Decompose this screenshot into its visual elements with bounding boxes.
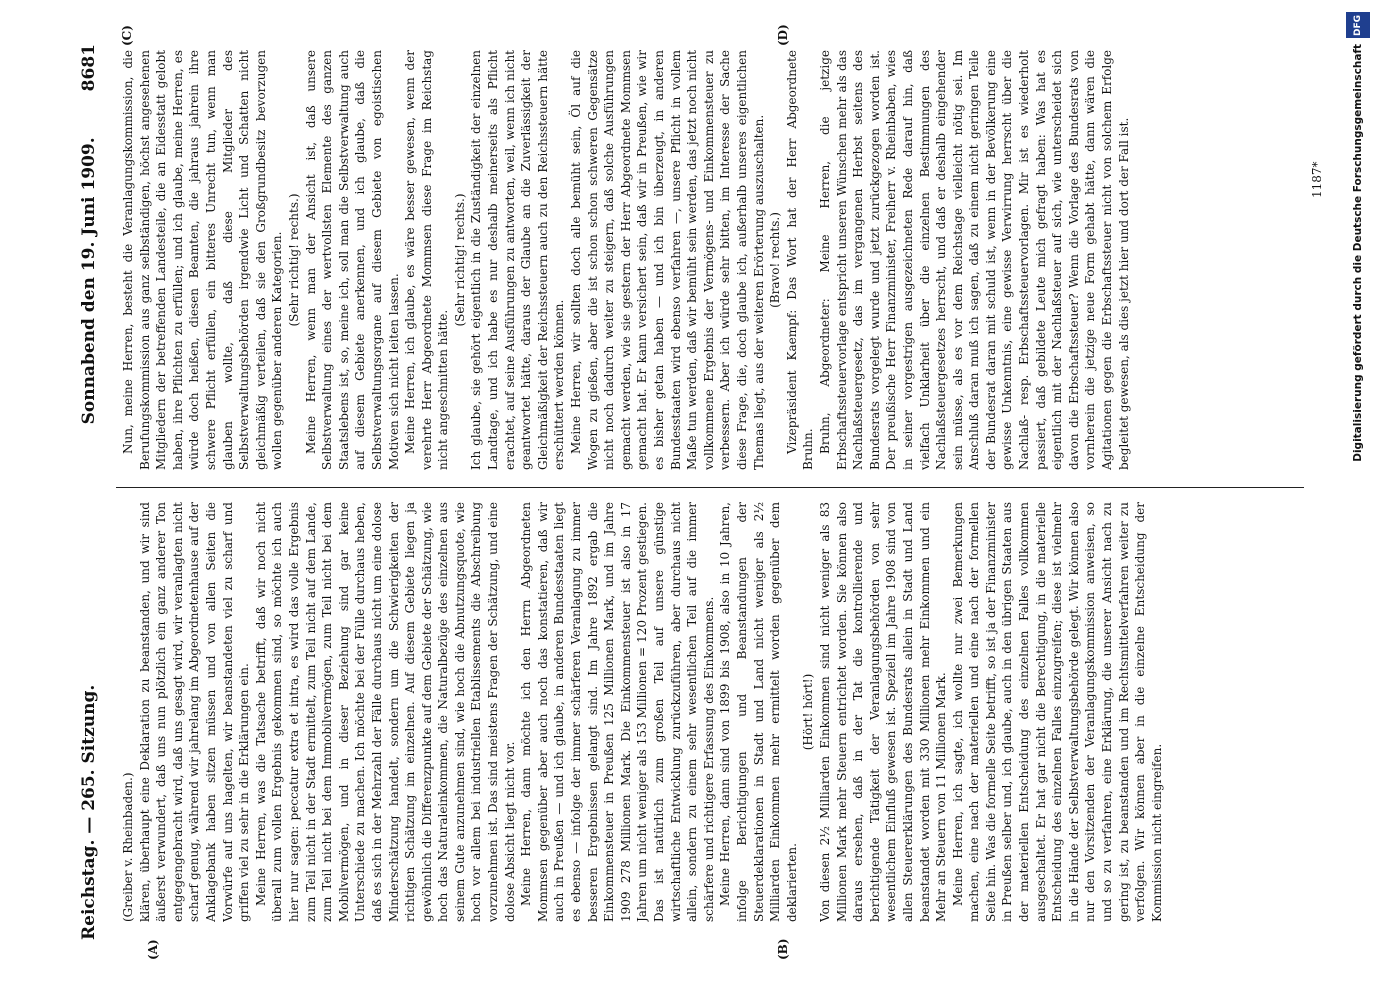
margin-marker-c: (C): [120, 25, 134, 46]
paragraph: klären, überhaupt eine Deklaration zu beanstanden, und wir sind äußerst verwundert, daß uns nun plötzlich ein ganz anderer Ton entgegengebracht wird, daß uns gesagt wird, wir veranlagten nicht scharf genug, während wir jahrelang im Abgeordnetenhause auf der Anklagebank haben sitzen müssen und von allen Seiten die Vorwürfe auf uns hagelten, wir beanstandeten viel zu scharf und griffen viel zu sehr in die Erklärungen ein.: [137, 502, 252, 922]
interjection: (Sehr richtig! rechts.): [452, 193, 467, 327]
rotated-page: [56, 24, 1326, 970]
interjection: (Bravo! rechts.): [768, 212, 783, 308]
digitization-sidebar: [1340, 8, 1376, 992]
paragraph: Meine Herren, ich glaube, es wäre besser gewesen, wenn der verehrte Herr Abgeordnete Mommsen diese Frage im Reichstag nicht angeschnitten hätte.: [403, 50, 451, 470]
paragraph: Meine Herren, dann sind von 1899 bis 1908, also in 10 Jahren, infolge Berichtigungen und Beanstandungen der Steuerdeklarationen in Stadt und Land nicht weniger als 2½ Milliarden Einkommen mehr ermittelt worden gegenüber dem deklarierten.: [718, 502, 799, 922]
paragraph: Meine Herren, wir sollten doch alle bemüht sein, Öl auf die Wogen zu gießen, aber die ist schon schon schweren Gegensätze nicht noch dadurch weiter zu steigern, daß solche Ausführungen gemacht werden, wie sie gestern der Herr Abgeordnete Mommsen gemacht hat. Er kann versichert sein, daß wir in Preußen, wie wir es bisher getan haben — und ich bin überzeugt, in anderen Bundesstaaten wird ebenso verfahren —, unsere Pflicht in vollem Maße tun werden, daß wir bemüht sein werden, das jetzt noch nicht vollkommene Ergebnis der Vermögens- und Einkommensteuer zu verbessern. Aber ich würde sehr bitten, im Interesse der Sache diese Frage, die, doch glaube ich, außerhalb unseres eigentlichen Themas liegt, aus der weiteren Erörterung auszuschalten.: [569, 50, 766, 470]
paragraph: Ich glaube, sie gehört eigentlich in die Zuständigkeit der einzelnen Landtage, und ich habe es nur deshalb meinerseits als Pflicht erachtet, auf seine Ausführungen zu antworten, weil, wenn ich nicht geantwortet hätte, daraus der Glaube an die Zuverlässigkeit der Gleichmäßigkeit der Reichssteuern auch zu den Reichssteuern hätte erschüttert werden können.: [469, 50, 567, 470]
paragraph: Bruhn, Abgeordneter: Meine Herren, die jetzige Erbschaftssteuervorlage entspricht unseren Wünschen mehr als das Nachlaßsteuergesetz, das im vergangenen Herbst seitens des Bundesrats vorgelegt wurde und jetzt zurückgezogen worden ist. Der preußische Herr Finanzminister, Freiherr v. Rheinbaben, wies in seiner vorgestrigen ausgezeichneten Rede darauf hin, daß vielfach Unklarheit über die einzelnen Bestimmungen des Nachlaßsteuergesetzes herrscht, und daß er deshalb eingehender sein müsse, als es vor dem Reichstage vielleicht nötig sei. Im Anschluß daran muß ich sagen, daß zu einem nicht geringen Teile der Bundesrat daran mit schuld ist, wenn in der Bevölkerung eine gewisse Unkenntnis, eine gewisse Verwirrung herrscht über die Nachlaß- resp. Erbschaftssteuervorlagen. Mir ist es wiederholt passiert, daß gebildete Leute mich gefragt haben: Was hat es eigentlich mit der Nachlaßsteuer auf sich, wie unterscheidet sich davon die Erbschaftssteuer? Wenn die Vorlage des Bundesrats von vornherein die jetzige neue Form gehabt hätte, dann wären die Agitationen gegen die Erbschaftssteuer nicht von solchem Erfolge begleitet gewesen, als dies jetzt hier und dort der Fall ist.: [817, 50, 1131, 470]
dfg-logo[interactable]: DFG: [1346, 12, 1370, 38]
digitization-credit: Digitalisierung gefördert durch die Deutsche Forschungsgemeinschaft: [1352, 44, 1364, 462]
header-date: Sonnabend den 19. Juni 1909.: [79, 137, 99, 425]
paragraph: Nun, meine Herren, besteht die Veranlagungskommission, die Berufungskommission aus ganz selbständigen, höchst angesehenen Mitgliedern der betreffenden Landesteile, die an Eidesstatt gelobt haben, ihre Pflichten zu erfüllen; und ich glaube, meine Herren, es würde doch heißen, diesen Beamten, die jahraus jahrein ihre schwere Pflicht erfüllen, ein bitteres Unrecht tun, wenn man glauben wollte, daß diese Mitglieder des Selbstverwaltungsbehörden irgendwie Licht und Schatten nicht gleichmäßig verteilen, daß sie den Großgrundbesitz bevorzugen wollen gegenüber anderen Kategorien.: [121, 50, 285, 470]
right-column: [120, 50, 1304, 470]
paragraph: Meine Herren, wenn man der Ansicht ist, daß unsere Selbstverwaltung eines der wertvollsten Elemente des ganzen Staatslebens ist, so, meine ich, soll man die Selbstverwaltung auch auf diesem Gebiete anerkennen, und ich glaube, daß die Selbstverwaltungsorgane auf diesem Gebiete von egoistischen Motiven sich nicht leiten lassen.: [303, 50, 401, 470]
interjection: (Hört! hört!): [801, 673, 816, 751]
header-session: Reichstag. — 265. Sitzung.: [79, 684, 99, 940]
margin-marker-a: (A): [146, 939, 160, 960]
paragraph: Von diesen 2½ Milliarden Einkommen sind nicht weniger als 83 Millionen Mark mehr Steuern entrichtet worden. Sie können also daraus ersehen, daß in der Tat die kontrollierende und berichtigende Tätigkeit der Veranlagungsbehörden von sehr wesentlichem Einfluß gewesen ist. Speziell im Jahre 1908 sind von allen Steuererklärungen des Bundesrats allein in Stadt und Land beanstandet worden mit 330 Millionen mehr Einkommen und ein Mehr an Steuern von 11 Millionen Mark.: [817, 502, 949, 922]
speaker-note: (Greiber v. Rheinbaden.): [121, 772, 135, 922]
paragraph: Meine Herren, was die Tatsache betrifft, daß wir noch nicht überall zum vollen Ergebnis gekommen sind, so möchte ich auch hier nur sagen: peccatur extra et intra, es wird das volle Ergebnis zum Teil nicht in der Stadt ermittelt, zum Teil nicht auf dem Lande, zum Teil nicht bei dem Immobilvermögen, zum Teil nicht bei dem Mobilvermögen, und in dieser Beziehung sind gar keine Unterschiede zu machen. Ich möchte bei der Fülle durchaus heben, daß es sich in der Mehrzahl der Fälle durchaus nicht um eine dolose Minderschätzung handelt, sondern um die Schwierigkeiten der richtigen Schätzung im einzelnen. Auf diesem Gebiete liegen ja gewöhnlich die Differenzpunkte auf dem Gebiete der Schätzung, wie hoch das Naturaleinkommen, die Naturalbezüge des einzelnen aus seinem Gute anzunehmen sind, wie hoch die Abnutzungsquote, wie hoch vor allem bei industriellen Etablissements die Abschreibung vorzunehmen ist. Das sind meistens Fragen der Schätzung, und eine dolose Absicht liegt nicht vor.: [253, 502, 517, 922]
paragraph: Meine Herren, dann möchte ich den Herrn Abgeordneten Mommsen gegenüber aber auch noch das konstatieren, daß wir auch in Preußen — und ich glaube, in anderen Bundesstaaten liegt es ebenso — infolge der immer schärferen Veranlagung zu immer besseren Ergebnissen gelangt sind. Im Jahre 1892 ergab die Einkommensteuer in Preußen 125 Millionen Mark, und im Jahre 1909 278 Millionen Mark. Die Einkommensteuer ist also in 17 Jahren um nicht weniger als 153 Millionen = 120 Prozent gestiegen. Das ist natürlich zum großen Teil auf unsere günstige wirtschaftliche Entwicklung zurückzuführen, aber durchaus nicht allein, sondern zu einem sehr wesentlichen Teil auf die immer schärfere und richtigere Erfassung des Einkommens.: [519, 502, 716, 922]
interjection: (Sehr richtig! rechts.): [286, 193, 301, 327]
page-header: [72, 44, 106, 940]
footer-number: 1187*: [1310, 161, 1324, 198]
paragraph: Meine Herren, ich sagte, ich wollte nur zwei Bemerkungen machen, eine nach der materiellen und eine nach der formellen Seite hin. Was die formelle Seite betrifft, so ist ja der Finanzminister in Preußen selber und, ich glaube, auch in den übrigen Staaten aus der materiellen Entscheidung des einzelnen Falles vollkommen ausgeschaltet. Er hat gar nicht die Berechtigung, in die materielle Entscheidung des einzelnen Falles einzugreifen; diese ist vielmehr in die Hände der Selbstverwaltungsbehörde gelegt. Wir können also nur den Vorsitzenden der Veranlagungskommission anweisen, so und so zu verfahren, eine Erklärung, die unserer Ansicht nach zu gering ist, zu beanstanden und im Rechtsmittelverfahren weiter zu verfolgen. Wir können aber in die einzelne Entscheidung der Kommission nicht eingreifen.: [950, 502, 1164, 922]
margin-marker-d: (D): [776, 24, 790, 46]
page-number: 8681: [79, 44, 99, 92]
margin-marker-b: (B): [776, 938, 790, 960]
column-divider: [116, 487, 1304, 488]
paragraph: Vizepräsident Kaempf: Das Wort hat der Herr Abgeordnete Bruhn.: [784, 50, 816, 470]
left-column: [120, 502, 1304, 922]
